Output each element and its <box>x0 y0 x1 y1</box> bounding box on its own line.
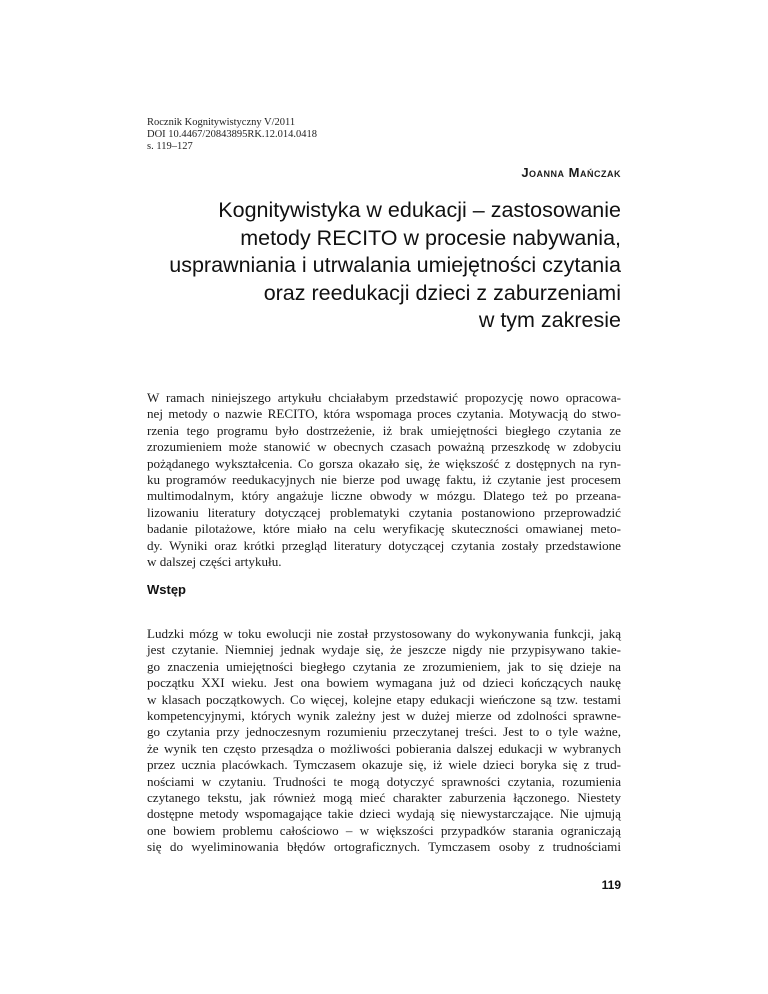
body-line: że wynik ten często przesądza o możliwości pobierania dalszej edukacji w wybranych <box>147 740 621 756</box>
body-line: czytanego tekstu, jak również mogą mieć charakter zaburzenia łączonego. Niestety <box>147 790 621 806</box>
body-line: nościami w czytaniu. Trudności te mogą dotyczyć sprawności czytania, rozumienia <box>147 773 621 789</box>
abstract-line: rzenia tego programu było dostrzeżenie, iż brak umiejętności biegłego czytania ze <box>147 422 621 438</box>
body-line: one bowiem problemu całościowo – w większości przypadków starania ograniczają <box>147 822 621 838</box>
doi: DOI 10.4467/20843895RK.12.014.0418 <box>147 129 318 140</box>
body-line: w klasach początkowych. Co więcej, kolejne etapy edukacji wieńczone są tzw. testami <box>147 691 621 707</box>
title-line: Kognitywistyka w edukacji – zastosowanie <box>218 198 621 222</box>
abstract-line: lizowaniu literatury dotyczącej problematyki czytania postanowiono przeprowadzić <box>147 504 621 520</box>
abstract-line: pożądanego wykształcenia. Co gorsza okazało się, że większość z dostępnych na ryn- <box>147 455 621 471</box>
page-number: 119 <box>601 878 621 892</box>
body-line: Ludzki mózg w toku ewolucji nie został przystosowany do wykonywania funkcji, jaką <box>147 626 621 641</box>
body-line: dostępne metody wspomagające takie dzieci wydają się niewystarczające. Nie ujmują <box>147 806 621 822</box>
body-line: kompetencyjnymi, których wynik zależny jest w dużej mierze od zdolności sprawne- <box>147 708 621 724</box>
body-line: go znaczenia umiejętności biegłego czytania ze zrozumieniem, jak to się dzieje na <box>147 658 621 674</box>
abstract-line: multimodalnym, który angażuje liczne obwody w mózgu. Dlatego też po przeana- <box>147 488 621 504</box>
abstract-line: w dalszej części artykułu. <box>147 554 282 570</box>
abstract-line: zrozumieniem może stanowić w obecnych czasach poważną przeszkodę w zdobyciu <box>147 439 621 455</box>
body-text <box>147 626 621 856</box>
article-title <box>141 197 621 335</box>
author-name: Joanna Mańczak <box>521 165 621 180</box>
page-range: s. 119–127 <box>147 141 193 152</box>
abstract <box>147 390 621 570</box>
abstract-line: badanie pilotażowe, które miało na celu weryfikację skuteczności omawianej meto- <box>147 521 621 537</box>
abstract-line: ku programów reedukacyjnych nie bierze pod uwagę faktu, iż czytanie jest procesem <box>147 472 621 488</box>
body-line: przez ucznia placówkach. Tymczasem okazuje się, iż wiele dzieci boryka się z trud- <box>147 757 621 773</box>
abstract-line: dy. Wyniki oraz krótki przegląd literatury dotyczącej czytania zostały przedstawione <box>147 537 621 553</box>
abstract-line: W ramach niniejszego artykułu chciałabym przedstawić propozycję nowo opracowa- <box>147 390 621 405</box>
body-line: początku XXI wieku. Jest ona bowiem wymagana już od dzieci kończących naukę <box>147 675 621 691</box>
title-line: metody RECITO w procesie nabywania, <box>240 225 621 250</box>
title-line: oraz reedukacji dzieci z zaburzeniami <box>263 280 621 305</box>
section-heading: Wstęp <box>147 582 186 597</box>
body-line: jest czytanie. Niemniej jednak wydaje się, że jeszcze nigdy nie przypisywano takie- <box>147 642 621 658</box>
title-line: w tym zakresie <box>478 308 621 332</box>
journal-meta <box>147 117 317 153</box>
abstract-line: nej metody o nazwie RECITO, która wspomaga proces czytania. Motywacją do stwo- <box>147 406 621 422</box>
body-line: go czytania przy jednoczesnym rozumieniu przeczytanej treści. Jest to o tyle ważne, <box>147 724 621 740</box>
journal-name: Rocznik Kognitywistyczny V/2011 <box>147 117 296 128</box>
body-line: się do wyeliminowania błędów ortograficznych. Tymczasem osoby z trudnościami <box>147 839 621 855</box>
title-line: usprawniania i utrwalania umiejętności czytania <box>169 253 621 277</box>
